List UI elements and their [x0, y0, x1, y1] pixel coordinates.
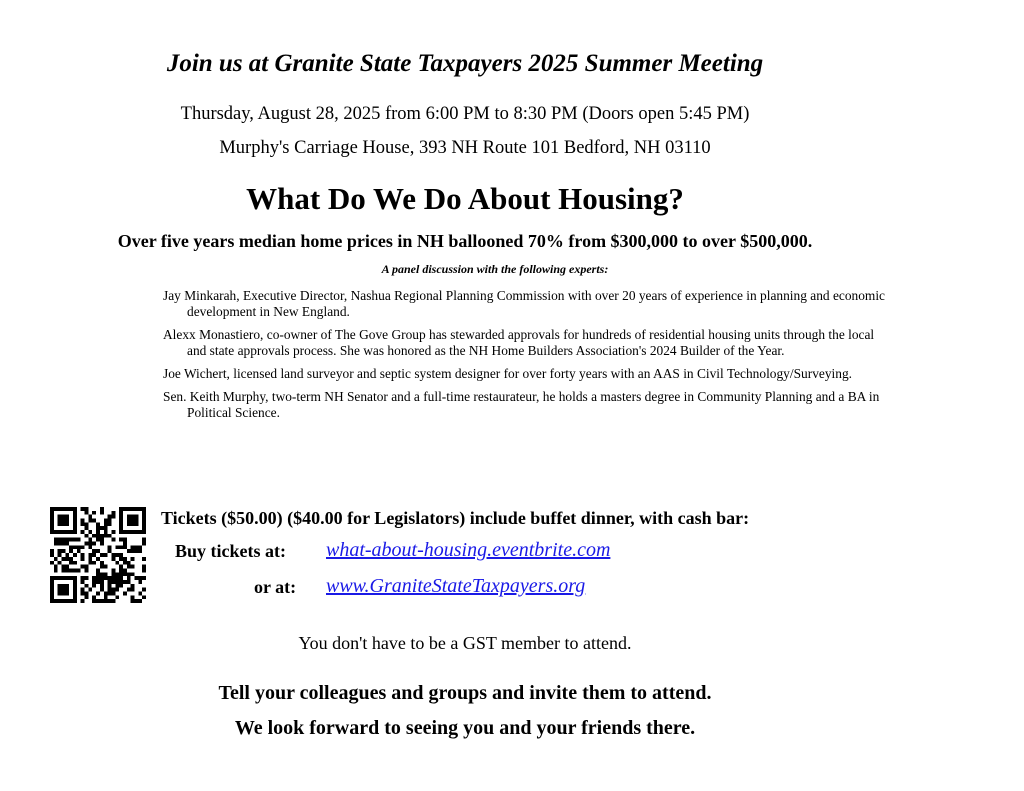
topic-title: What Do We Do About Housing? [246, 181, 684, 216]
eventbrite-link[interactable]: what-about-housing.eventbrite.com [326, 539, 611, 561]
closing-welcome: We look forward to seeing you and your friends there. [234, 717, 696, 739]
expert-alexx-monastiero: Alexx Monastiero, co-owner of The Gove Group has stewarded approvals for hundreds of residential housing units through the local and state approvals process. She was honored as the NH Home Builders Association's 2024 Builder of the Year. [163, 327, 875, 358]
alt-tickets-label: or at: [254, 577, 297, 597]
meeting-headline: Join us at Granite State Taxpayers 2025 Summer Meeting [166, 50, 764, 77]
event-venue: Murphy's Carriage House, 393 NH Route 101 Bedford, NH 03110 [219, 138, 711, 158]
gst-website-link[interactable]: www.GraniteStateTaxpayers.org [326, 575, 586, 597]
expert-list [163, 288, 888, 428]
ticket-info: Tickets ($50.00) ($40.00 for Legislators) include buffet dinner, with cash bar: [161, 508, 750, 528]
event-date-time: Thursday, August 28, 2025 from 6:00 PM to 8:30 PM (Doors open 5:45 PM) [180, 104, 750, 124]
expert-joe-wichert: Joe Wichert, licensed land surveyor and septic system designer for over forty years with an AAS in Civil Technology/Surveying. [163, 366, 852, 381]
panel-intro: A panel discussion with the following experts: [381, 262, 609, 276]
qr-code[interactable] [50, 507, 146, 603]
topic-subtitle: Over five years median home prices in NH ballooned 70% from $300,000 to over $500,000. [117, 231, 813, 251]
buy-tickets-label: Buy tickets at: [175, 541, 286, 561]
closing-invite: Tell your colleagues and groups and invite them to attend. [218, 682, 712, 704]
membership-note: You don't have to be a GST member to attend. [298, 633, 632, 653]
expert-keith-murphy: Sen. Keith Murphy, two-term NH Senator and a full-time restaurateur, he holds a masters degree in Community Planning and a BA in Political Science. [163, 389, 880, 420]
expert-jay-minkarah: Jay Minkarah, Executive Director, Nashua Regional Planning Commission with over 20 years of experience in planning and economic development in New England. [163, 288, 885, 319]
